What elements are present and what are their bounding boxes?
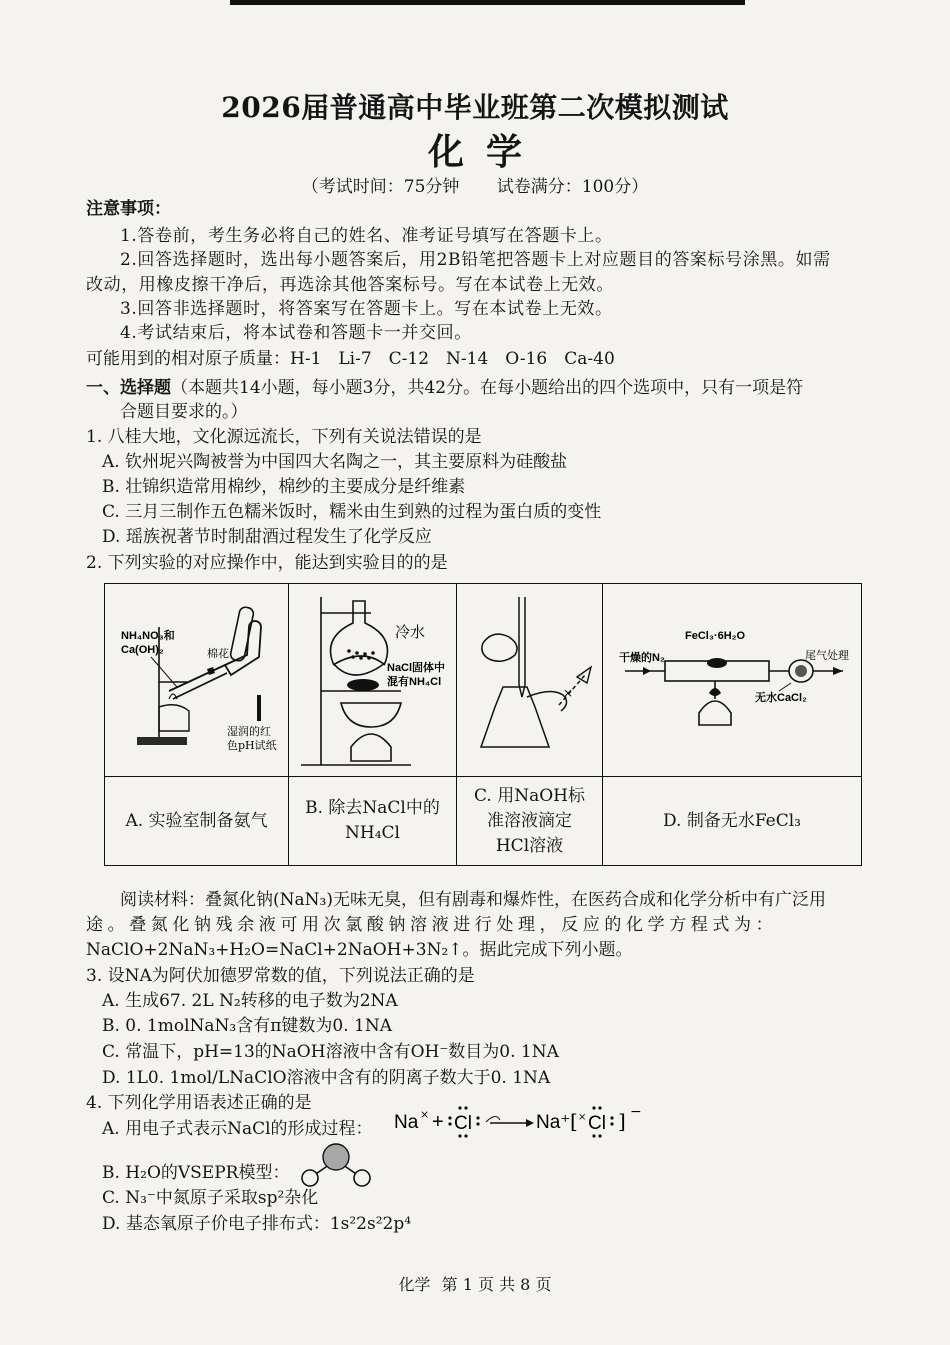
q2-stem: 2. 下列实验的对应操作中，能达到实验目的的是 [86, 553, 448, 573]
q2-experiment-table [104, 583, 862, 866]
q2-option-a-text: A. 实验室制备氨气 [125, 810, 268, 831]
notice-item: 改动，用橡皮擦干净后，再选涂其他答案标号。写在本试卷上无效。 [86, 275, 614, 295]
eq-na: Na [394, 1112, 419, 1133]
atomic-masses: 可能用到的相对原子质量：H-1 Li-7 C-12 N-14 O-16 Ca-40 [86, 349, 615, 369]
c-cross-mark: × [562, 686, 573, 700]
footer-subject: 化学 [398, 1275, 431, 1294]
notice-heading: 注意事项： [86, 199, 171, 219]
q3-stem: 3. 设NA为阿伏加德罗常数的值，下列说法正确的是 [86, 966, 475, 986]
q2-diagram-d-cell [603, 584, 862, 777]
q3-option-b: B. 0. 1molNaN₃含有π键数为0. 1NA [102, 1016, 392, 1036]
q4-option-c: C. N₃⁻中氮原子采取sp²杂化 [102, 1188, 319, 1208]
full-score: 试卷满分：100分） [496, 177, 649, 197]
q2-diagram-b-cell [289, 584, 457, 777]
a-reagent-label: Ca(OH)₂ [120, 644, 164, 656]
q3-option-a: A. 生成67. 2L N₂转移的电子数为2NA [102, 991, 398, 1011]
q4-option-b: B. H₂O的VSEPR模型： [102, 1163, 290, 1183]
subject-title: 化学 [427, 131, 544, 173]
q4-option-d: D. 基态氧原子价电子排布式：1s²2s²2p⁴ [102, 1214, 412, 1234]
b-solid-label: NaCl固体中 [386, 662, 445, 674]
a-paper-label: 湿润的红 [226, 725, 271, 738]
q1-option-b: B. 壮锦织造常用棉纱，棉纱的主要成分是纤维素 [102, 477, 466, 497]
q2-option-c-text: C. 用NaOH标 [474, 785, 585, 806]
q2-diagram-a-cell [105, 584, 289, 777]
footer-page: 第 1 页 共 8 页 [441, 1275, 552, 1294]
page-footer [0, 1272, 950, 1295]
scan-top-edge [230, 0, 745, 5]
q4-stem: 4. 下列化学用语表述正确的是 [86, 1093, 312, 1113]
nacl-electron-formula [390, 1098, 650, 1142]
q2-option-c-text: HCl溶液 [495, 835, 564, 856]
reading-line: 阅读材料：叠氮化钠(NaN₃)无味无臭，但有剧毒和爆炸性，在医药合成和化学分析中有广泛用 [120, 890, 826, 910]
section1-desc: （本题共14小题，每小题3分，共42分。在每小题给出的四个选项中，只有一项是符 [171, 378, 804, 398]
anhydrous-fecl3-apparatus-diagram [605, 587, 859, 773]
eq-cl-ion: Cl [588, 1113, 606, 1134]
eq-electron-mark: × [420, 1108, 430, 1121]
b-water-label: 冷水 [394, 623, 425, 641]
reading-line: 途。叠氮化钠残余液可用次氯酸钠溶液进行处理，反应的化学方程式为： [86, 915, 778, 935]
q2-option-b-text: NH₄Cl [345, 823, 400, 843]
q1-option-a: A. 钦州坭兴陶被誉为中国四大名陶之一，其主要原料为硅酸盐 [102, 452, 568, 472]
exam-title: 2026届普通高中毕业班第二次模拟测试 [221, 91, 729, 124]
exam-info [0, 172, 950, 197]
a-paper-label: 色pH试纸 [226, 739, 277, 752]
a-cotton-label: 棉花 [206, 647, 229, 660]
eq-cl: Cl [454, 1113, 472, 1134]
eq-bracket: [ [570, 1109, 578, 1133]
eq-charge: − [630, 1104, 642, 1120]
q4-option-a: A. 用电子式表示NaCl的形成过程： [102, 1119, 373, 1139]
notice-item: 4.考试结束后，将本试卷和答题卡一并交回。 [120, 323, 472, 343]
q1-stem: 1. 八桂大地，文化源远流长，下列有关说法错误的是 [86, 427, 482, 447]
q3-option-c: C. 常温下，pH=13的NaOH溶液中含有OH⁻数目为0. 1NA [102, 1042, 559, 1062]
q2-option-b [289, 777, 457, 866]
q2-diagram-c-cell [457, 584, 603, 777]
q1-option-d: D. 瑶族祝著节时制甜酒过程发生了化学反应 [102, 527, 432, 547]
q3-option-d: D. 1L0. 1mol/LNaClO溶液中含有的阴离子数大于0. 1NA [102, 1068, 551, 1088]
section1-desc-2: 合题目要求的。） [120, 402, 248, 422]
eq-electron-mark: × [578, 1112, 587, 1123]
h2o-vsepr-model [296, 1140, 376, 1190]
section1-header [86, 376, 803, 401]
notice-item: 3.回答非选择题时，将答案写在答题卡上。写在本试卷上无效。 [120, 299, 613, 319]
reading-line: NaClO+2NaN₃+H₂O=NaCl+2NaOH+3N₂↑。据此完成下列小题。 [86, 940, 633, 960]
titration-diagram [459, 587, 601, 773]
notice-item: 1.答卷前，考生务必将自己的姓名、准考证号填写在答题卡上。 [120, 226, 613, 246]
q2-option-c [457, 777, 603, 866]
q2-option-b-text: B. 除去NaCl中的 [305, 798, 440, 818]
ammonia-apparatus-diagram [107, 587, 287, 773]
b-solid-label: 混有NH₄Cl [386, 676, 441, 688]
sublimation-apparatus-diagram [291, 587, 455, 773]
a-reagent-label: NH₄NO₃和 [120, 630, 175, 642]
d-tail-label: 尾气处理 [805, 649, 849, 662]
q2-option-d [603, 777, 862, 866]
q2-option-d-text: D. 制备无水FeCl₃ [662, 810, 802, 831]
section1-heading: 一、选择题 [86, 378, 171, 398]
eq-bracket: ] [618, 1109, 626, 1133]
d-salt-label: FeCl₃·6H₂O [685, 630, 746, 642]
eq-plus: + [432, 1111, 444, 1133]
exam-time: （考试时间：75分钟 [301, 177, 460, 197]
q2-option-a [105, 777, 289, 866]
d-cacl2-label: 无水CaCl₂ [755, 692, 807, 704]
q2-option-c-text: 准溶液滴定 [487, 810, 572, 831]
d-gas-label: 干燥的N₂ [619, 652, 665, 664]
notice-item: 2.回答选择题时，选出每小题答案后，用2B铅笔把答题卡上对应题目的答案标号涂黑。如需 [120, 250, 831, 270]
q1-option-c: C. 三月三制作五色糯米饭时，糯米由生到熟的过程为蛋白质的变性 [102, 502, 602, 522]
eq-na-ion: Na⁺ [536, 1112, 571, 1133]
